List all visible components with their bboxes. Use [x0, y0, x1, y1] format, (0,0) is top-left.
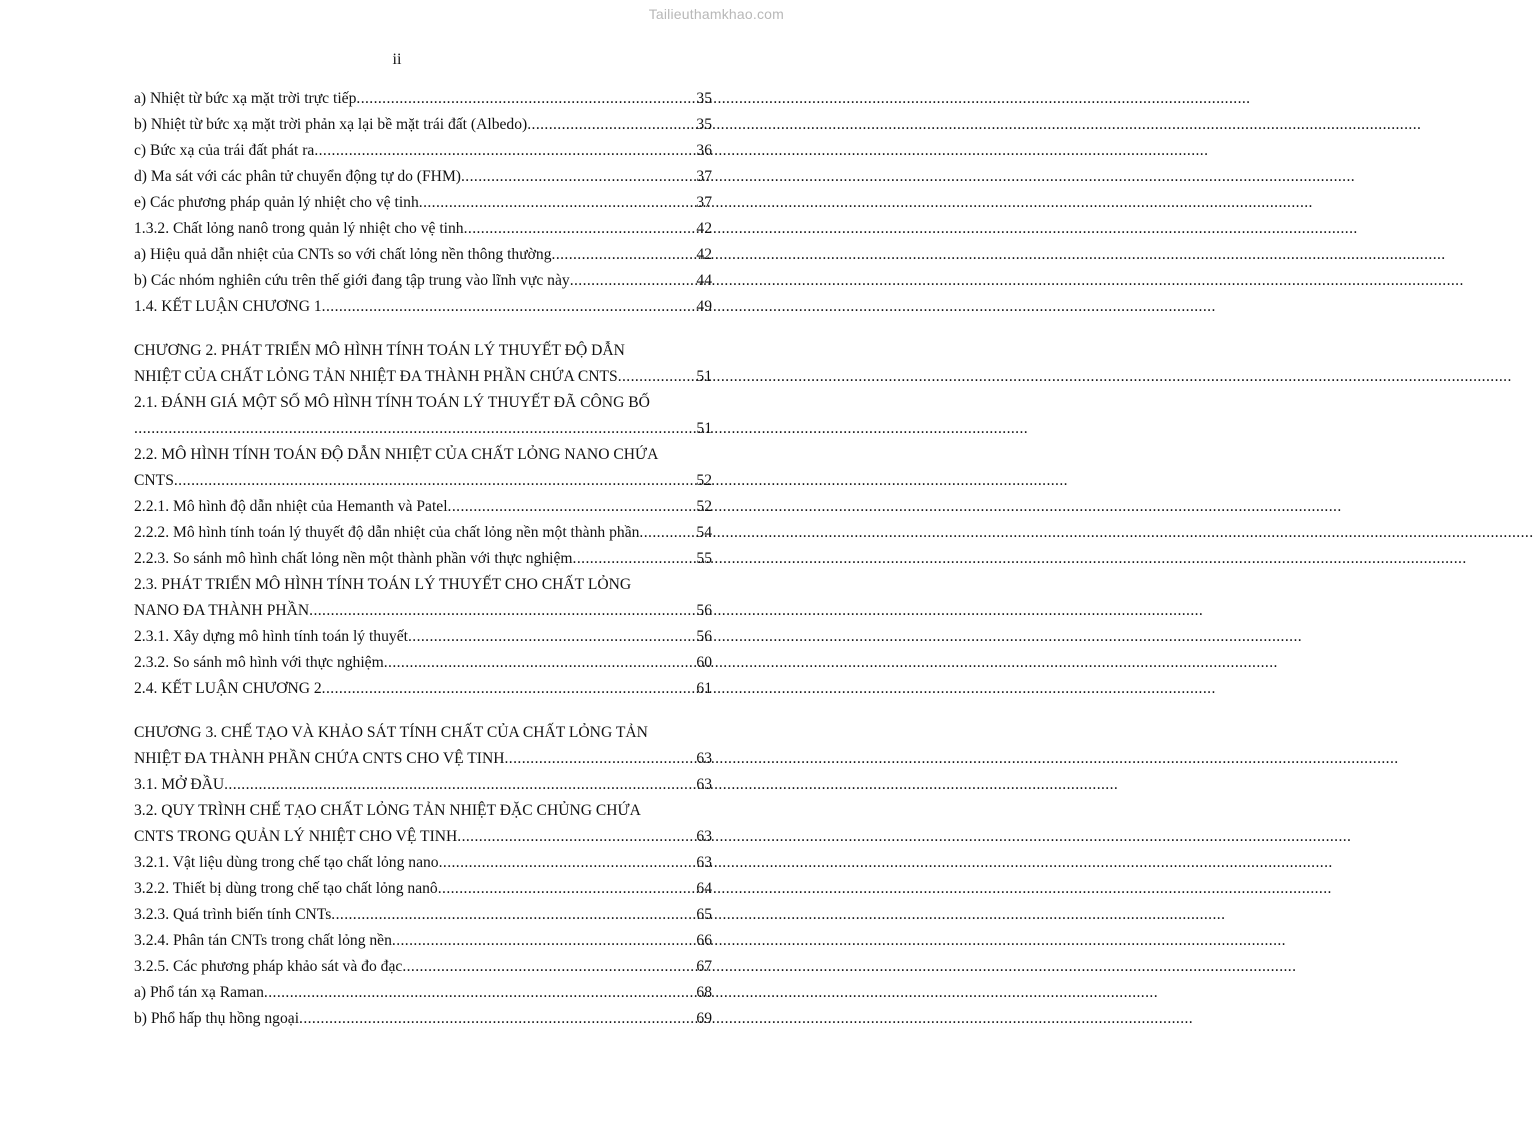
toc-entry[interactable]	[134, 954, 712, 980]
toc-entry-row	[134, 242, 712, 268]
dot-leader	[461, 164, 695, 190]
toc-entry-row	[134, 216, 712, 242]
toc-entry-title-line: 2.2. MÔ HÌNH TÍNH TOÁN ĐỘ DẪN NHIỆT CỦA CHẤT LỎNG NANO CHỨA	[134, 446, 659, 463]
toc-entry[interactable]	[134, 164, 712, 190]
toc-entry-title-line: 2.1. ĐÁNH GIÁ MỘT SỐ MÔ HÌNH TÍNH TOÁN LÝ THUYẾT ĐÃ CÔNG BỐ	[134, 394, 650, 411]
toc-entry-title: b) Phổ hấp thụ hồng ngoại	[134, 1010, 300, 1027]
toc-page-number: 68	[696, 984, 712, 1001]
toc-page-number: 51	[696, 368, 712, 385]
toc-entry[interactable]	[134, 494, 712, 520]
toc-entry[interactable]	[134, 902, 712, 928]
toc-entry[interactable]	[134, 442, 712, 494]
dot-leader	[224, 772, 695, 798]
dot-leader	[439, 850, 696, 876]
toc-entry[interactable]	[134, 720, 712, 772]
toc-page-number: 66	[696, 932, 712, 949]
toc-entry-row	[134, 824, 712, 850]
toc-entry-row	[134, 928, 712, 954]
watermark: Tailieuthamkhao.com	[648, 6, 784, 22]
dot-leader	[264, 980, 695, 1006]
toc-entry-row	[134, 746, 712, 772]
dot-leader	[392, 928, 696, 954]
toc-entry-row	[134, 876, 712, 902]
toc-entry[interactable]	[134, 242, 712, 268]
toc-entry-row	[134, 850, 712, 876]
dot-leader	[408, 624, 695, 650]
toc-page-number: 51	[696, 420, 712, 437]
dot-leader	[505, 746, 696, 772]
toc-entry-title: a) Hiệu quả dẫn nhiệt của CNTs so với chất lỏng nền thông thường	[134, 246, 552, 263]
toc-page-number: 49	[696, 298, 712, 315]
toc-entry[interactable]	[134, 138, 712, 164]
toc-entry-title: 2.2.2. Mô hình tính toán lý thuyết độ dẫn nhiệt của chất lỏng nền một thành phần	[134, 524, 640, 541]
toc-entry-row	[134, 294, 712, 320]
dot-leader	[457, 824, 695, 850]
dot-leader	[331, 902, 695, 928]
dot-leader	[309, 598, 695, 624]
toc-page-number: 36	[696, 142, 712, 159]
toc-page-number: 35	[696, 90, 712, 107]
toc-entry-title: CNTS TRONG QUẢN LÝ NHIỆT CHO VỆ TINH	[134, 828, 458, 845]
toc-entry-title: 2.3.1. Xây dựng mô hình tính toán lý thuyết	[134, 628, 408, 645]
toc-entry-title: 3.2.3. Quá trình biến tính CNTs	[134, 906, 332, 923]
toc-entry-title: CNTS	[134, 472, 174, 489]
toc-entry-row	[134, 520, 712, 546]
table-of-contents	[134, 86, 712, 1032]
toc-entry-title: NANO ĐA THÀNH PHẦN	[134, 602, 310, 619]
toc-page-number: 54	[696, 524, 712, 541]
toc-entry-title: c) Bức xạ của trái đất phát ra	[134, 142, 315, 159]
toc-page-number: 61	[696, 680, 712, 697]
toc-page-number: 37	[696, 168, 712, 185]
toc-entry-row	[134, 364, 712, 390]
dot-leader	[402, 954, 695, 980]
toc-page-number: 69	[696, 1010, 712, 1027]
toc-page-number: 63	[696, 854, 712, 871]
toc-page-number: 42	[696, 220, 712, 237]
toc-entry[interactable]	[134, 546, 712, 572]
toc-entry[interactable]	[134, 876, 712, 902]
toc-entry-row	[134, 190, 712, 216]
dot-leader	[314, 138, 695, 164]
toc-entry-title: e) Các phương pháp quản lý nhiệt cho vệ tinh	[134, 194, 419, 211]
toc-page-number: 63	[696, 828, 712, 845]
toc-entry-title: a) Nhiệt từ bức xạ mặt trời trực tiếp	[134, 90, 357, 107]
dot-leader	[134, 416, 695, 442]
toc-entry-title-line: CHƯƠNG 3. CHẾ TẠO VÀ KHẢO SÁT TÍNH CHẤT CỦA CHẤT LỎNG TẢN	[134, 724, 648, 741]
toc-page-number: 42	[696, 246, 712, 263]
toc-entry-title-line: CHƯƠNG 2. PHÁT TRIỂN MÔ HÌNH TÍNH TOÁN LÝ THUYẾT ĐỘ DẪN	[134, 342, 625, 359]
dot-leader	[552, 242, 696, 268]
toc-page-number: 63	[696, 776, 712, 793]
toc-page-number: 55	[696, 550, 712, 567]
toc-entry[interactable]	[134, 928, 712, 954]
toc-entry-title: b) Nhiệt từ bức xạ mặt trời phản xạ lại bề mặt trái đất (Albedo)	[134, 116, 528, 133]
toc-entry[interactable]	[134, 190, 712, 216]
dot-leader	[438, 876, 696, 902]
toc-entry-row	[134, 980, 712, 1006]
toc-entry-title: 3.2.5. Các phương pháp khảo sát và đo đạc	[134, 958, 403, 975]
toc-entry[interactable]	[134, 624, 712, 650]
toc-page-number: 44	[696, 272, 712, 289]
dot-leader	[464, 216, 696, 242]
toc-entry-row	[134, 138, 712, 164]
dot-leader	[570, 268, 696, 294]
toc-entry-title: 3.2.1. Vật liệu dùng trong chế tạo chất lỏng nano	[134, 854, 439, 871]
toc-entry-title: 1.3.2. Chất lỏng nanô trong quản lý nhiệt cho vệ tinh	[134, 220, 464, 237]
toc-entry[interactable]	[134, 772, 712, 798]
toc-entry-title: 2.4. KẾT LUẬN CHƯƠNG 2	[134, 680, 322, 697]
toc-entry-row	[134, 494, 712, 520]
dot-leader	[527, 112, 695, 138]
toc-entry-row	[134, 416, 712, 442]
section-gap	[134, 702, 712, 720]
toc-entry[interactable]	[134, 980, 712, 1006]
toc-entry[interactable]	[134, 572, 712, 624]
toc-entry-title: a) Phổ tán xạ Raman	[134, 984, 264, 1001]
toc-entry-row	[134, 650, 712, 676]
toc-entry-title: 3.2.2. Thiết bị dùng trong chế tạo chất lỏng nanô	[134, 880, 438, 897]
toc-entry-row	[134, 164, 712, 190]
toc-entry[interactable]	[134, 850, 712, 876]
toc-entry[interactable]	[134, 650, 712, 676]
toc-entry[interactable]	[134, 1006, 712, 1032]
toc-entry-row	[134, 468, 712, 494]
dot-leader	[299, 1006, 695, 1032]
toc-entry-title: 2.2.3. So sánh mô hình chất lỏng nền một thành phần với thực nghiệm	[134, 550, 573, 567]
toc-entry-title: 2.3.2. So sánh mô hình với thực nghiệm	[134, 654, 384, 671]
toc-entry[interactable]	[134, 798, 712, 850]
toc-page-number: 56	[696, 602, 712, 619]
dot-leader	[174, 468, 696, 494]
dot-leader	[356, 86, 695, 112]
dot-leader	[639, 520, 695, 546]
toc-entry[interactable]	[134, 338, 712, 390]
toc-entry-title: b) Các nhóm nghiên cứu trên thế giới đang tập trung vào lĩnh vực này	[134, 272, 570, 289]
toc-entry[interactable]	[134, 676, 712, 702]
toc-entry-row	[134, 772, 712, 798]
toc-page-number: 63	[696, 750, 712, 767]
toc-entry-title: NHIỆT ĐA THÀNH PHẦN CHỨA CNTS CHO VỆ TINH	[134, 750, 505, 767]
toc-page-number: 35	[696, 116, 712, 133]
dot-leader	[322, 676, 696, 702]
toc-entry[interactable]	[134, 294, 712, 320]
toc-entry-title-line: 2.3. PHÁT TRIỂN MÔ HÌNH TÍNH TOÁN LÝ THUYẾT CHO CHẤT LỎNG	[134, 576, 632, 593]
toc-page-number: 60	[696, 654, 712, 671]
toc-entry-row	[134, 112, 712, 138]
toc-page-number: 52	[696, 498, 712, 515]
dot-leader	[448, 494, 696, 520]
toc-entry[interactable]	[134, 520, 712, 546]
toc-page-number: 67	[696, 958, 712, 975]
toc-entry[interactable]	[134, 390, 712, 442]
page-number: ii	[392, 51, 402, 68]
toc-entry-row	[134, 676, 712, 702]
toc-entry-title: 1.4. KẾT LUẬN CHƯƠNG 1	[134, 298, 322, 315]
toc-page-number: 65	[696, 906, 712, 923]
toc-entry-row	[134, 86, 712, 112]
section-gap	[134, 320, 712, 338]
toc-entry-row	[134, 902, 712, 928]
dot-leader	[384, 650, 696, 676]
toc-entry[interactable]	[134, 268, 712, 294]
toc-entry-title: NHIỆT CỦA CHẤT LỎNG TẢN NHIỆT ĐA THÀNH PHẦN CHỨA CNTS	[134, 368, 618, 385]
toc-entry-title: 3.2.4. Phân tán CNTs trong chất lỏng nền	[134, 932, 392, 949]
toc-entry-row	[134, 546, 712, 572]
dot-leader	[618, 364, 696, 390]
dot-leader	[322, 294, 696, 320]
toc-page-number: 52	[696, 472, 712, 489]
toc-entry-row	[134, 624, 712, 650]
dot-leader	[419, 190, 696, 216]
toc-entry-title: 3.1. MỞ ĐẦU	[134, 776, 225, 793]
toc-entry-title: 2.2.1. Mô hình độ dẫn nhiệt của Hemanth và Patel	[134, 498, 448, 515]
toc-page-number: 56	[696, 628, 712, 645]
toc-entry-title: d) Ma sát với các phân tử chuyển động tự do (FHM)	[134, 168, 461, 185]
toc-entry-row	[134, 954, 712, 980]
toc-entry-row	[134, 268, 712, 294]
toc-page-number: 64	[696, 880, 712, 897]
toc-entry[interactable]	[134, 216, 712, 242]
toc-page-number: 37	[696, 194, 712, 211]
toc-entry-row	[134, 598, 712, 624]
toc-entry[interactable]	[134, 112, 712, 138]
toc-entry-title-line: 3.2. QUY TRÌNH CHẾ TẠO CHẤT LỎNG TẢN NHIỆT ĐẶC CHỦNG CHỨA	[134, 802, 641, 819]
toc-entry[interactable]	[134, 86, 712, 112]
dot-leader	[573, 546, 696, 572]
toc-entry-row	[134, 1006, 712, 1032]
